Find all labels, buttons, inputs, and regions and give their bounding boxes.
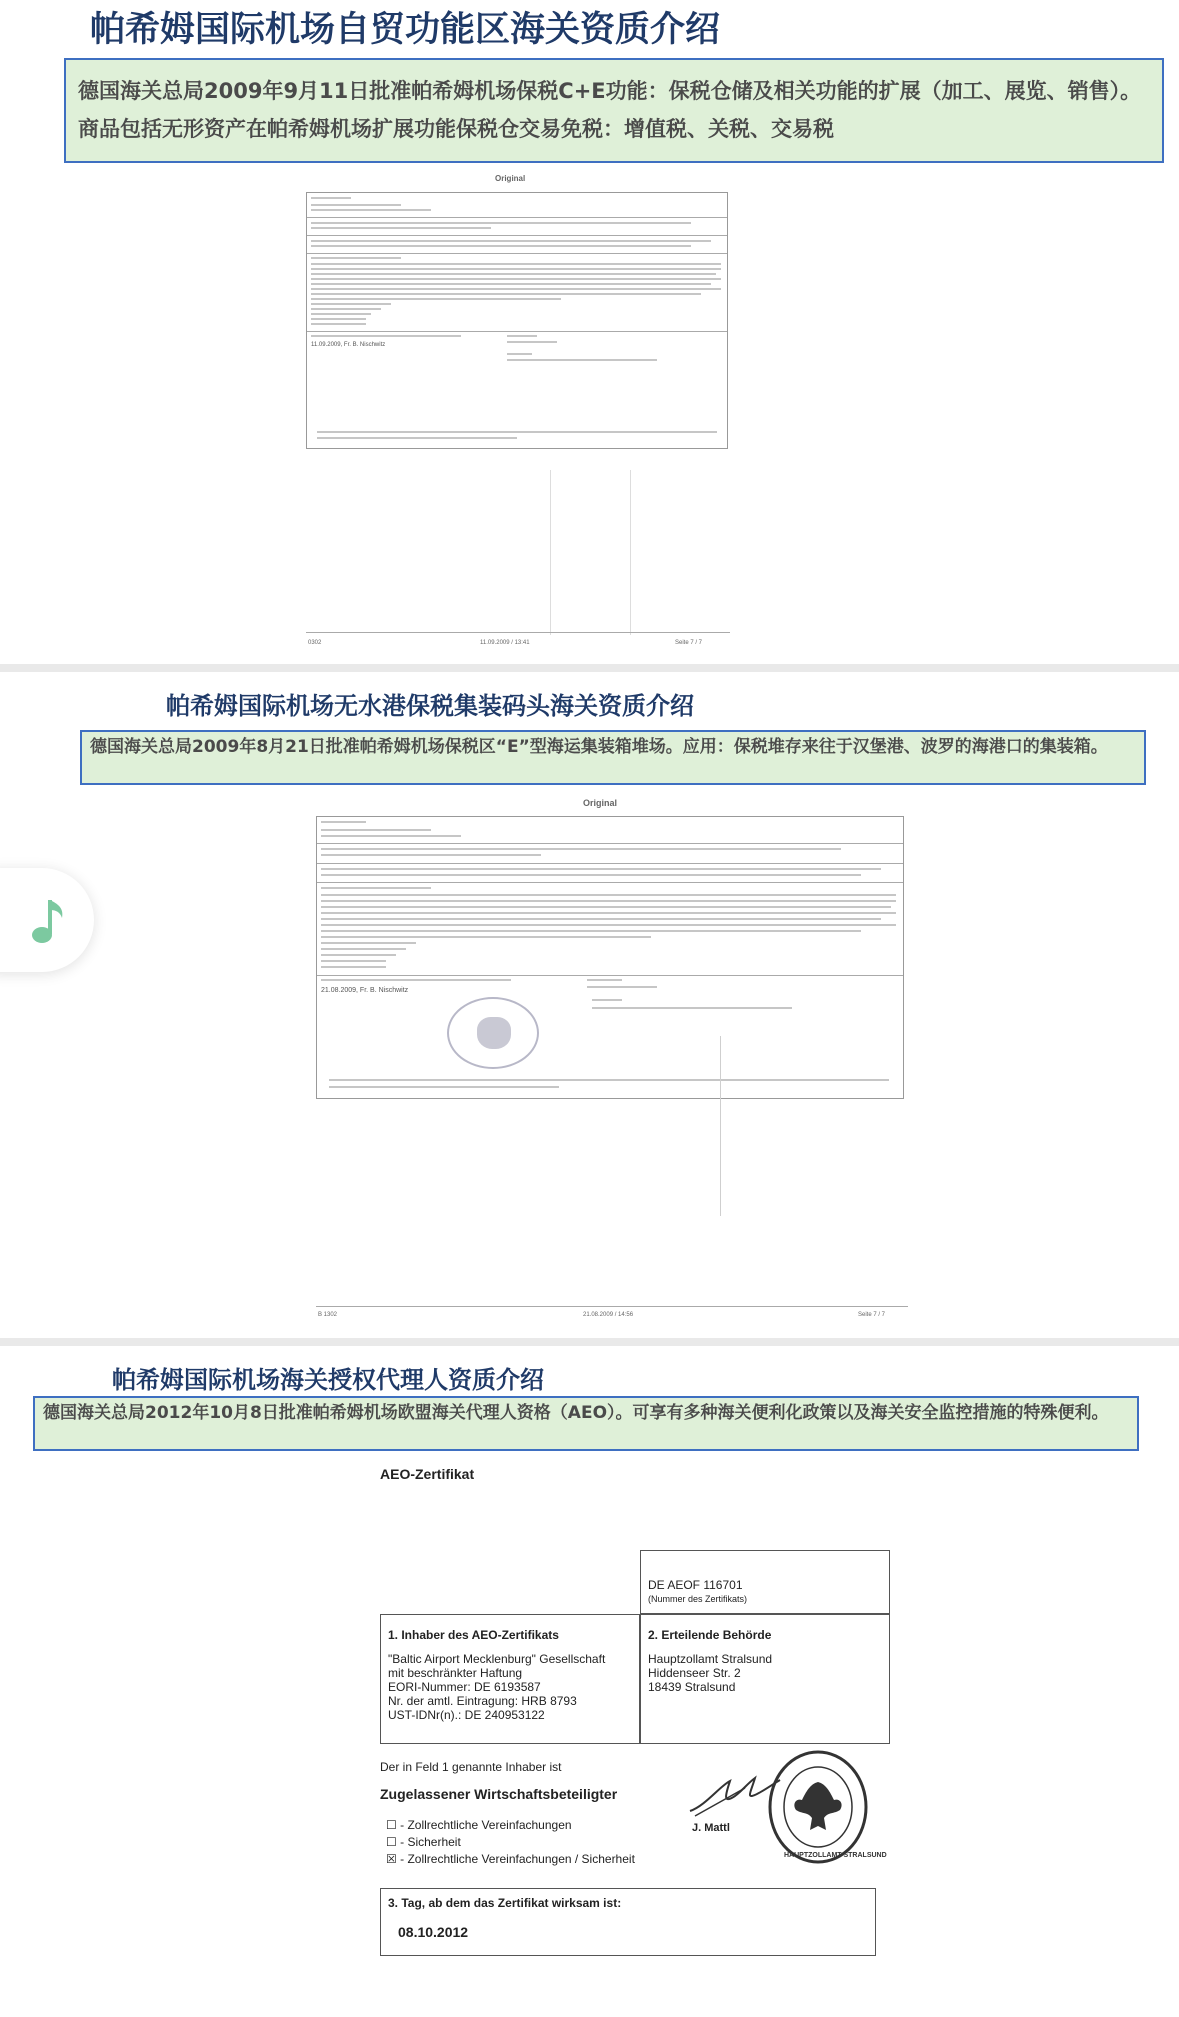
document-frame [316, 816, 904, 1099]
authority-heading: 2. Erteilende Behörde [648, 1628, 772, 1642]
document-frame [306, 192, 728, 449]
description-text: 德国海关总局2012年10月8日批准帕希姆机场欧盟海关代理人资格（AEO）。可享有多种海关便利化政策以及海关安全监控措施的特殊便利。 [43, 1403, 1109, 1423]
authority-line: Hiddenseer Str. 2 [648, 1666, 741, 1680]
document-footer-right: Seite 7 / 7 [858, 1312, 886, 1318]
document-footer-right: Seite 7 / 7 [675, 640, 703, 646]
holder-line: Nr. der amtl. Eintragung: HRB 8793 [388, 1694, 577, 1708]
customs-document-2 [308, 796, 918, 1326]
certificate-number: DE AEOF 116701 [648, 1578, 743, 1592]
section-description [80, 730, 1146, 785]
document-footer-left: B 1302 [318, 1312, 338, 1318]
section-aeo [0, 1346, 1179, 2017]
official-seal [447, 997, 539, 1069]
holder-line: UST-IDNr(n).: DE 240953122 [388, 1708, 545, 1722]
stamp-eagle-icon [766, 1748, 870, 1866]
section-description [33, 1396, 1139, 1451]
option-checkbox: ☒ - Zollrechtliche Vereinfachungen / Sicherheit [386, 1852, 635, 1866]
option-checkbox: ☐ - Sicherheit [386, 1835, 461, 1849]
effective-date-heading: 3. Tag, ab dem das Zertifikat wirksam ist: [388, 1896, 622, 1910]
description-text: 德国海关总局2009年9月11日批准帕希姆机场保税C+E功能：保税仓储及相关功能的扩展（加工、展览、销售）。商品包括无形资产在帕希姆机场扩展功能保税仓交易免税：增值税、关税、交易税 [78, 79, 1142, 141]
holder-line: "Baltic Airport Mecklenburg" Gesellschaft [388, 1652, 606, 1666]
section-title: 帕希姆国际机场海关授权代理人资质介绍 [112, 1366, 544, 1394]
section-dry-port [0, 672, 1179, 1338]
status-heading: Zugelassener Wirtschaftsbeteiligter [380, 1786, 618, 1802]
signer-name: J. Mattl [692, 1822, 730, 1834]
document-footer-left: 0302 [308, 640, 322, 646]
document-footer-center: 21.08.2009 / 14:56 [583, 1312, 634, 1318]
section-title: 帕希姆国际机场自贸功能区海关资质介绍 [90, 10, 721, 50]
music-note-icon [28, 896, 68, 946]
certificate-heading: AEO-Zertifikat [380, 1466, 475, 1482]
stamp-text: HAUPTZOLLAMT STRALSUND [784, 1852, 887, 1859]
holder-line: mit beschränkter Haftung [388, 1666, 523, 1680]
document-header: Original [495, 174, 526, 183]
effective-date-value: 08.10.2012 [398, 1924, 469, 1940]
section-free-trade-zone [0, 0, 1179, 664]
certificate-number-caption: (Nummer des Zertifikats) [648, 1594, 748, 1604]
document-header: Original [583, 798, 618, 808]
document-date-line: 21.08.2009, Fr. B. Nischwitz [321, 987, 409, 994]
holder-line: EORI-Nummer: DE 6193587 [388, 1680, 541, 1694]
customs-document-1 [300, 170, 740, 650]
holder-is-text: Der in Feld 1 genannte Inhaber ist [380, 1760, 562, 1774]
authority-line: Hauptzollamt Stralsund [648, 1652, 773, 1666]
section-title: 帕希姆国际机场无水港保税集装码头海关资质介绍 [166, 692, 694, 720]
aeo-certificate [340, 1466, 980, 2006]
document-date-line: 11.09.2009, Fr. B. Nischwitz [311, 342, 386, 348]
customs-stamp [766, 1748, 887, 1866]
holder-heading: 1. Inhaber des AEO-Zertifikats [388, 1628, 559, 1642]
authority-line: 18439 Stralsund [648, 1680, 736, 1694]
option-checkbox: ☐ - Zollrechtliche Vereinfachungen [386, 1818, 572, 1832]
description-text: 德国海关总局2009年8月21日批准帕希姆机场保税区“E”型海运集装箱堆场。应用：保税堆存来往于汉堡港、波罗的海港口的集装箱。 [90, 737, 1108, 757]
document-footer-center: 11.09.2009 / 13:41 [480, 640, 530, 646]
section-description [64, 58, 1164, 163]
